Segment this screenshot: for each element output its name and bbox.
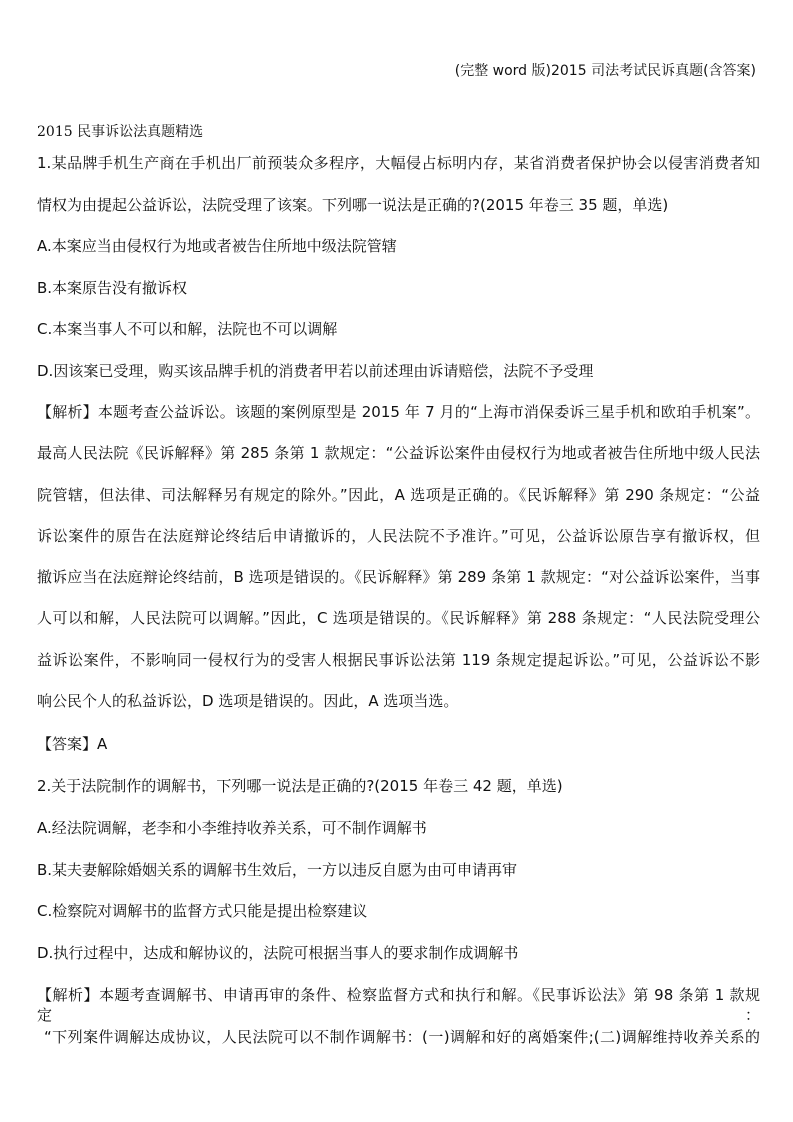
question-1-text: 1.某品牌手机生产商在手机出厂前预装众多程序，大幅侵占标明内存，某省消费者保护协会以侵害消费者知	[37, 154, 760, 172]
option-c: C.本案当事人不可以和解，法院也不可以调解	[37, 320, 338, 338]
option-b: B.本案原告没有撤诉权	[37, 279, 188, 297]
page-header: (完整 word 版)2015 司法考试民诉真题(含答案)	[454, 63, 756, 79]
answer: 【答案】A	[37, 735, 108, 753]
option-d: D.因该案已受理，购买该品牌手机的消费者甲若以前述理由诉请赔偿，法院不予受理	[37, 362, 594, 380]
option-d: D.执行过程中，达成和解协议的，法院可根据当事人的要求制作成调解书	[37, 944, 519, 962]
analysis-text: 【解析】本题考查公益诉讼。该题的案例原型是 2015 年 7 月的“上海市消保委诉三星手机和欧珀手机案”。	[37, 403, 760, 421]
analysis-text: 院管辖，但法律、司法解释另有规定的除外。”因此，A 选项是正确的。《民诉解释》第 290 条规定：“公益	[37, 486, 760, 504]
analysis-text: 诉讼案件的原告在法庭辩论终结后申请撤诉的，人民法院不予准许。”可见，公益诉讼原告享有撤诉权，但	[37, 527, 760, 545]
option-c: C.检察院对调解书的监督方式只能是提出检察建议	[37, 902, 368, 920]
question-1-text: 情权为由提起公益诉讼，法院受理了该案。下列哪一说法是正确的?(2015 年卷三 35 题，单选)	[37, 196, 669, 214]
option-a: A.本案应当由侵权行为地或者被告住所地中级法院管辖	[37, 237, 397, 255]
analysis-text: 响公民个人的私益诉讼，D 选项是错误的。因此，A 选项当选。	[37, 692, 459, 710]
document-subtitle: 2015 民事诉讼法真题精选	[37, 124, 204, 140]
analysis-text: 益诉讼案件，不影响同一侵权行为的受害人根据民事诉讼法第 119 条规定提起诉讼。”可见，公益诉讼不影	[37, 651, 760, 669]
analysis-text: 最高人民法院《民诉解释》第 285 条第 1 款规定：“公益诉讼案件由侵权行为地或者被告住所地中级人民法	[37, 444, 760, 462]
option-a: A.经法院调解，老李和小李维持收养关系，可不制作调解书	[37, 819, 427, 837]
analysis-text: 人可以和解，人民法院可以调解。”因此，C 选项是错误的。《民诉解释》第 288 条规定：“人民法院受理公	[37, 609, 760, 627]
analysis-text: 【解析】本题考查调解书、申请再审的条件、检察监督方式和执行和解。《民事诉讼法》第 98 条第 1 款规定：	[37, 986, 760, 1024]
option-b: B.某夫妻解除婚姻关系的调解书生效后，一方以违反自愿为由可申请再审	[37, 861, 518, 879]
question-2-text: 2.关于法院制作的调解书，下列哪一说法是正确的?(2015 年卷三 42 题，单选)	[37, 777, 563, 795]
analysis-text: 撤诉应当在法庭辩论终结前，B 选项是错误的。《民诉解释》第 289 条第 1 款规定：“对公益诉讼案件，当事	[37, 568, 760, 586]
analysis-text: “下列案件调解达成协议，人民法院可以不制作调解书：(一)调解和好的离婚案件;(二)调解维持收养关系的	[44, 1028, 760, 1046]
